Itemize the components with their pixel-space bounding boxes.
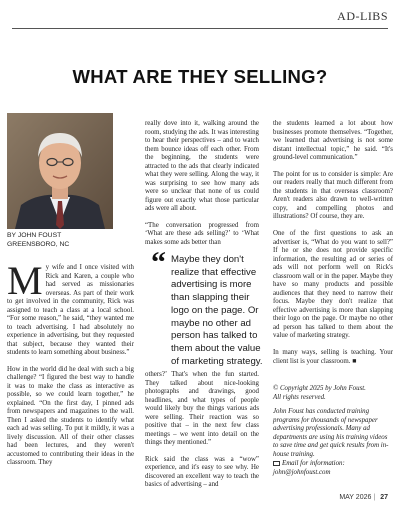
article-title: WHAT ARE THEY SELLING?	[72, 66, 328, 87]
email-info	[273, 460, 393, 477]
author-bio: John Foust has conducted training programs for thousands of newspaper advertising professionals. Many ad departments are using his training videos to save time and get quick results from in-house training.	[273, 408, 389, 458]
paragraph: The point for us to consider is simple: Are our readers really that much different from the students in that overseas classroom? Aren't readers also drawn to well-written copy, and compelling photos and illustrations? Of course, they are.	[273, 170, 393, 221]
issue-date: MAY 2026	[339, 494, 372, 501]
author-name: BY JOHN FOUST	[7, 232, 62, 239]
paragraph: “The conversation progressed from ‘What are these ads selling?’ to ‘What makes some ads better than	[145, 221, 259, 246]
header-rule	[12, 28, 388, 29]
paragraph: Rick said the class was a “wow” experience, and it's easy to see why. He discovered an excellent way to teach the basics of advertising – and	[145, 455, 259, 489]
paragraph: really dove into it, walking around the room, studying the ads. It was interesting to hear their perspectives – and to watch them bounce ideas off each other. From the beginning, the students were attracted to the ads that clearly indicated what they were selling. Along the way, it was surprising to see how many ads were so unclear that none of us could figure out exactly what those particular ads were all about.	[145, 120, 259, 212]
column-2-top	[145, 120, 259, 247]
paragraph: In many ways, selling is teaching. Your client list is your classroom. ■	[273, 349, 393, 365]
column-2-bottom	[145, 371, 259, 490]
footer-separator: |	[373, 494, 376, 501]
email-label: Email for information:	[282, 460, 345, 467]
byline	[7, 231, 69, 249]
email-link[interactable]: john@johnfoust.com	[273, 468, 331, 476]
drop-cap: M	[7, 258, 43, 303]
page-footer	[339, 494, 388, 501]
author-location: GREENSBORO, NC	[7, 241, 70, 248]
paragraph: How in the world did he deal with such a big challenge? “I figured the best way to handle it was to make the class as interactive as possible, so we could learn together,” he explained. “On the first day, I pinned ads from newspapers and magazines to the wall. Then I asked the students to identify what each ad was selling. To put it mildly, it was a lively discussion. All of their other classes had been lectures, and they weren't accustomed to contributing their ideas in the classroom. They	[7, 365, 134, 467]
page-number: 27	[380, 494, 388, 501]
envelope-icon	[273, 461, 280, 466]
column-1	[7, 258, 134, 468]
paragraph: One of the first questions to ask an advertiser is, “What do you want to sell?” If he or she does not provide specific information, the resulting ad or series of ads will not perform well on Rick's classroom wall or in the paper. Maybe they have so many products and possible audiences that they need to narrow their focus. Maybe they don't realize that effective advertising is more than slapping their logo on the page. Or maybe no other ad person has talked to them about the value of marketing strategy.	[273, 230, 393, 340]
paragraph: the students learned a lot about how businesses promote themselves. “Together, we learned that advertising is not some distant intellectual topic,” he said. “It's ground-level communication.”	[273, 120, 393, 161]
author-portrait-icon	[7, 113, 113, 229]
column-3	[273, 120, 393, 366]
paragraph: My wife and I once visited with Rick and Karen, a couple who had served as missionaries overseas. As part of their work to get involved in the community, Rick was assigned to teach a class at a local school. “For some reason,” he said, “they wanted me to teach advertising. I had absolutely no experience in advertising, but they requested that subject, because they wanted their students to learn something about business.”	[7, 258, 134, 356]
section-label: AD-LIBS	[337, 9, 388, 23]
pull-quote-mark: “	[151, 246, 166, 279]
copyright-notice: © Copyright 2025 by John Foust. All rights reserved.	[273, 385, 366, 401]
author-photo	[7, 113, 113, 229]
pull-quote: Maybe they don't realize that effective advertising is more than slapping their logo on the page. Or maybe no other ad person has talked to them about the value of marketing strategy.	[171, 254, 263, 367]
paragraph: others?’ That's when the fun started. They talked about nice-looking photographs and drawings, good headlines, and what types of people would likely buy the things various ads were selling. Their reaction was so positive that – in the next few class meetings – we went into detail on the things they mentioned.”	[145, 371, 259, 446]
